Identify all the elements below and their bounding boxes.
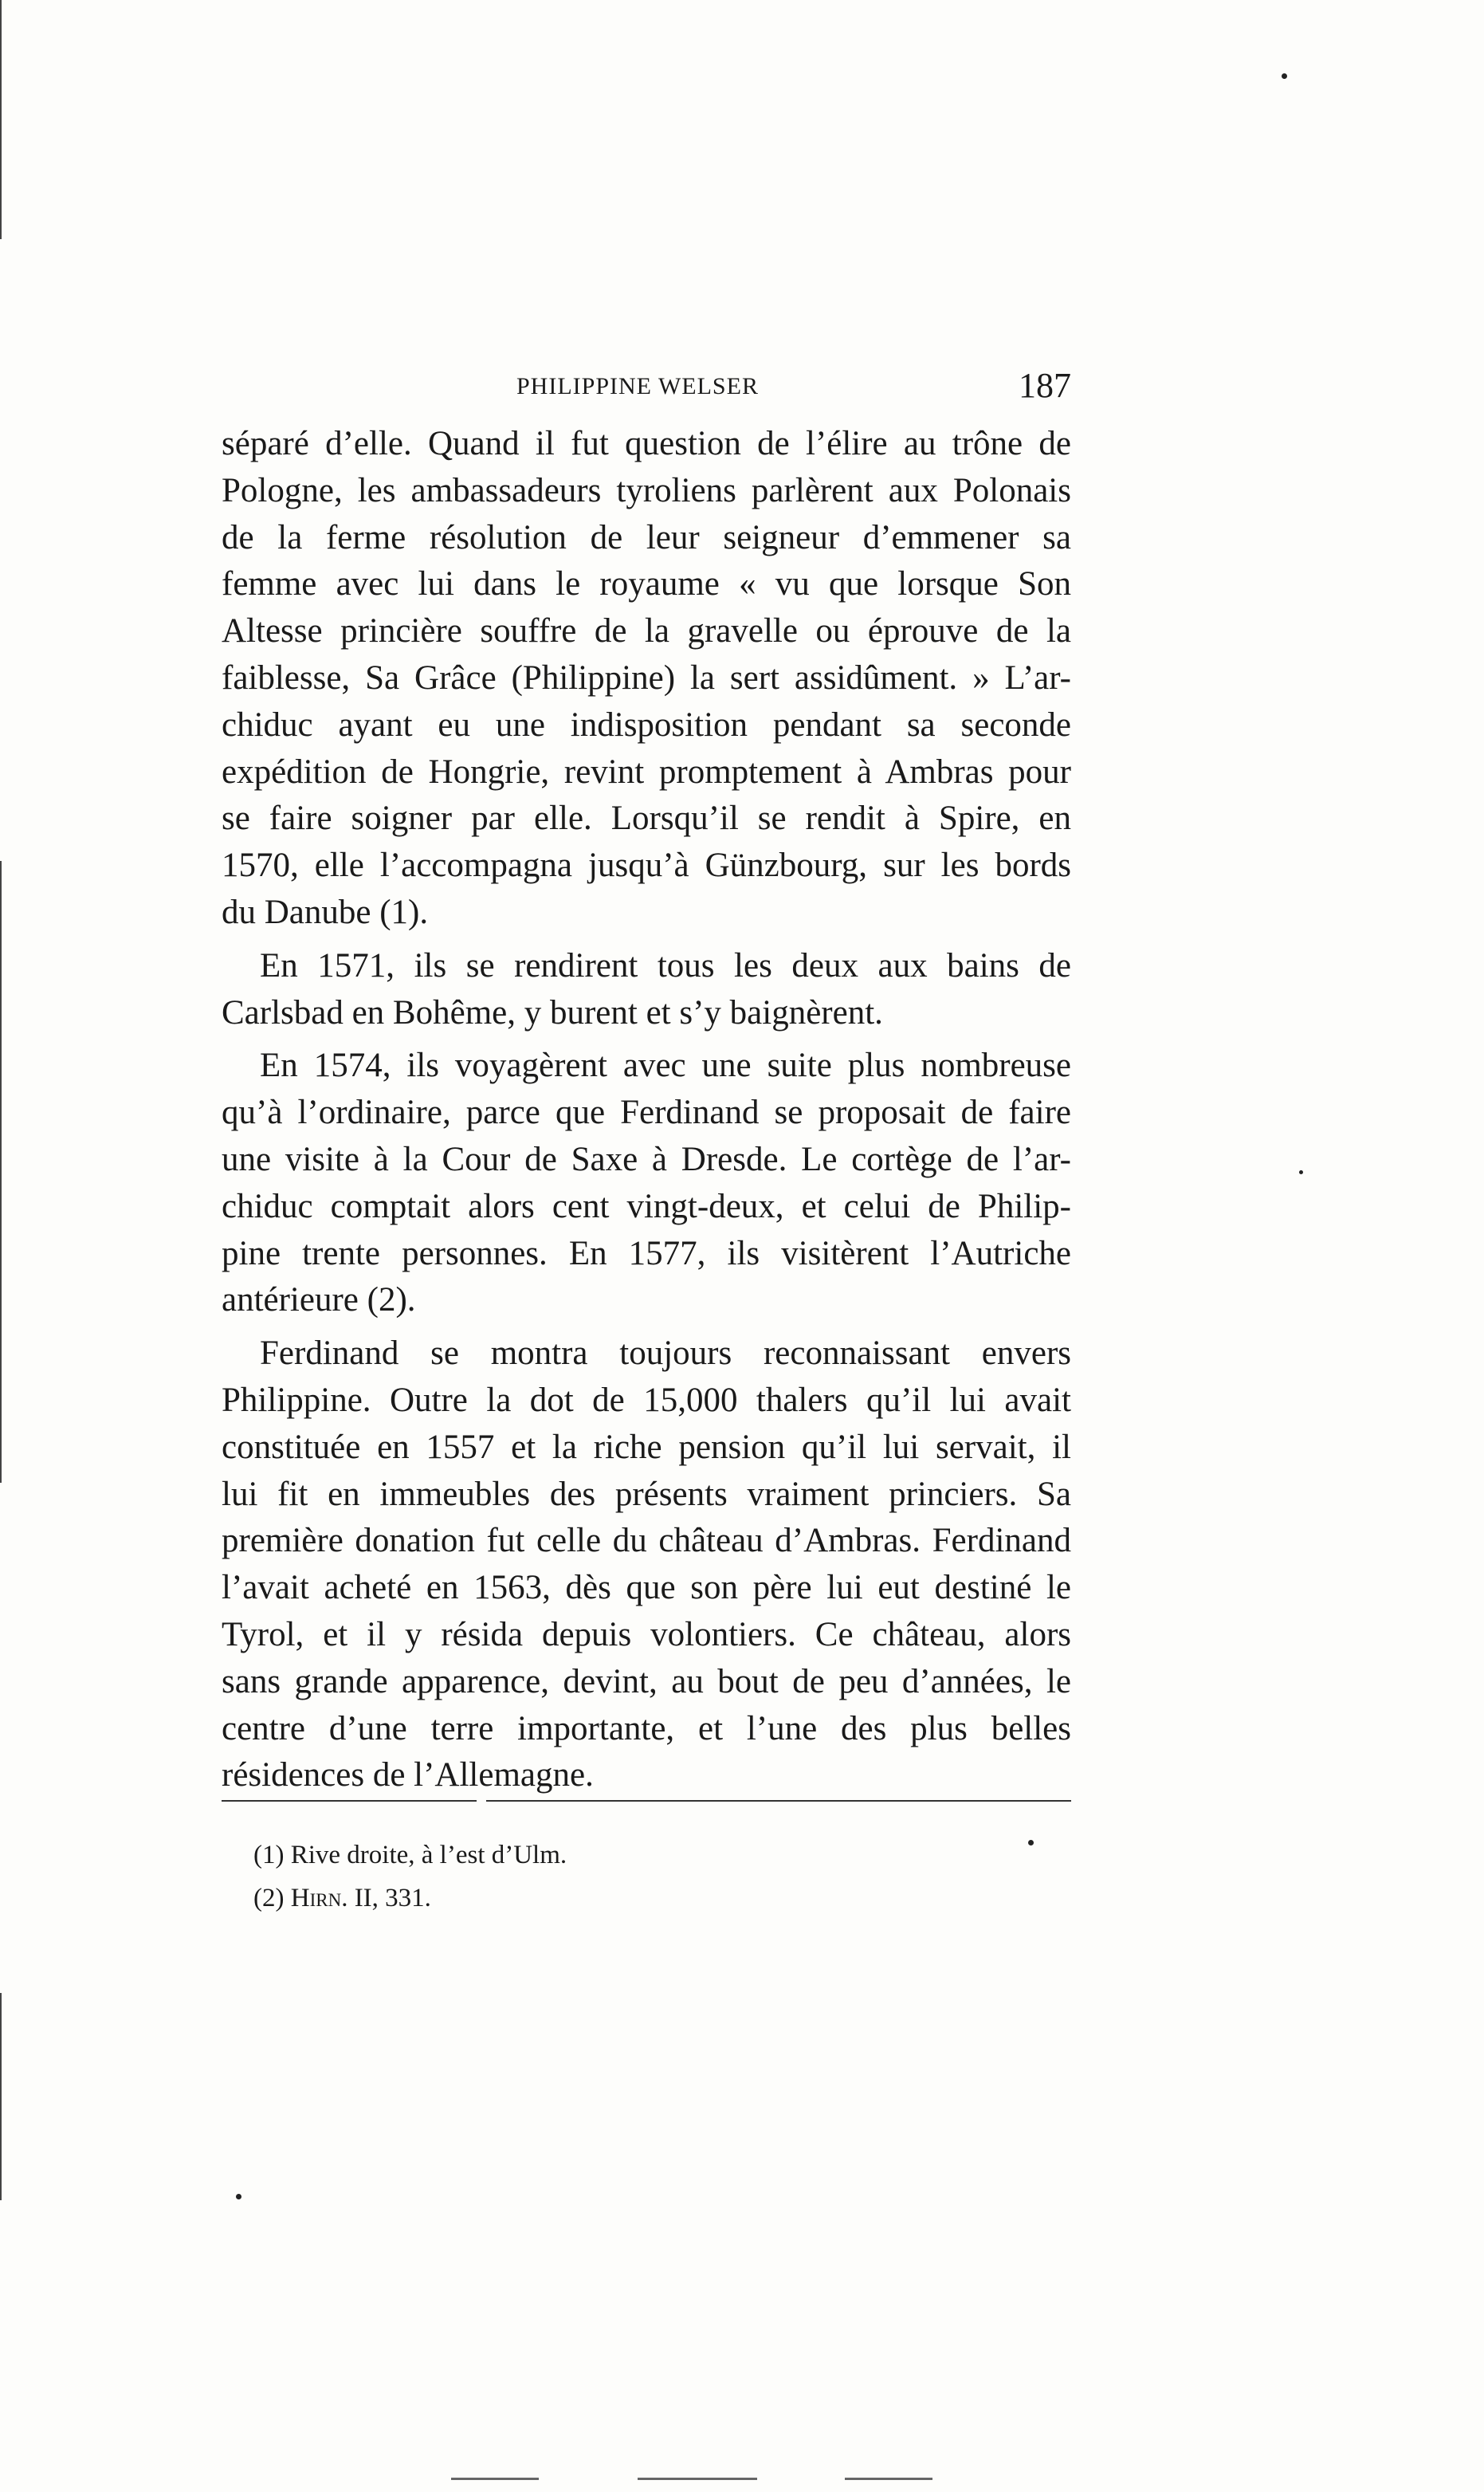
text-line: expédition de Hongrie, revint promptement à Ambras pour [222,753,1071,791]
footnote-2 [253,1877,1050,1920]
text-line: femme avec lui dans le royaume « vu que lorsque Son [222,565,1071,603]
running-title: PHILIPPINE WELSER [516,373,759,399]
text-line: de la ferme résolution de leur seigneur d’emmener sa [222,518,1071,556]
scan-speck [236,2194,241,2199]
scan-bottom-mark [638,2478,757,2480]
text-line: une visite à la Cour de Saxe à Dresde. Le cortège de l’ar- [222,1140,1071,1178]
running-head [222,365,1071,413]
footnotes [253,1834,1050,1920]
text-line: l’avait acheté en 1563, dès que son père lui eut destiné le [222,1569,1071,1607]
scan-speck [1282,73,1287,79]
scan-edge-line-top [0,0,2,239]
text-line: pine trente personnes. En 1577, ils visitèrent l’Autriche [222,1234,1071,1272]
scan-bottom-mark [451,2478,539,2480]
footnote-2-author: Hirn [290,1884,342,1912]
text-line: centre d’une terre importante, et l’une des plus belles [222,1709,1071,1747]
text-line: En 1574, ils voyagèrent avec une suite plus nombreuse [260,1047,1071,1085]
page-number: 187 [1019,366,1071,405]
text-line: se faire soigner par elle. Lorsqu’il se rendit à Spire, en [222,800,1071,838]
scan-bottom-mark [845,2478,932,2480]
text-line: Altesse princière souffre de la gravelle ou éprouve de la [222,612,1071,651]
text-line: du Danube (1). [222,893,429,931]
text-line: faiblesse, Sa Grâce (Philippine) la sert assidûment. » L’ar- [222,658,1071,697]
footnote-rule-left [222,1800,477,1802]
footnote-2-number: (2) [253,1884,291,1912]
text-line: résidences de l’Allemagne. [222,1756,594,1794]
text-line: chiduc ayant eu une indisposition pendant sa seconde [222,706,1071,744]
text-line: Philippine. Outre la dot de 15,000 thalers qu’il lui avait [222,1381,1071,1419]
text-line: antérieure (2). [222,1281,416,1319]
footnote-rule-right [486,1800,1071,1802]
body-text [222,421,1071,1799]
text-line: constituée en 1557 et la riche pension qu’il lui servait, il [222,1428,1071,1466]
text-line: chiduc comptait alors cent vingt-deux, et celui de Philip- [222,1187,1071,1225]
text-line: En 1571, ils se rendirent tous les deux aux bains de [260,946,1071,985]
text-line: 1570, elle l’accompagna jusqu’à Günzbourg, sur les bords [222,847,1071,885]
text-line: première donation fut celle du château d’Ambras. Ferdinand [222,1522,1071,1560]
scan-speck [1299,1170,1303,1174]
scan-edge-line-middle [0,861,2,1483]
text-line: Tyrol, et il y résida depuis volontiers. Ce château, alors [222,1615,1071,1653]
footnote-2-ref: . II, 331. [341,1884,431,1912]
text-line: qu’à l’ordinaire, parce que Ferdinand se proposait de faire [222,1094,1071,1132]
footnote-1: (1) Rive droite, à l’est d’Ulm. [253,1841,567,1869]
text-line: lui fit en immeubles des présents vraiment princiers. Sa [222,1475,1071,1513]
text-line: sans grande apparence, devint, au bout de peu d’années, le [222,1662,1071,1700]
text-line: Carlsbad en Bohême, y burent et s’y baignèrent. [222,993,883,1032]
scan-edge-line-bottom [0,1993,2,2200]
text-line: Pologne, les ambassadeurs tyroliens parlèrent aux Polonais [222,471,1071,509]
text-line: séparé d’elle. Quand il fut question de l’élire au trône de [222,425,1071,462]
text-line: Ferdinand se montra toujours reconnaissant envers [260,1334,1071,1373]
